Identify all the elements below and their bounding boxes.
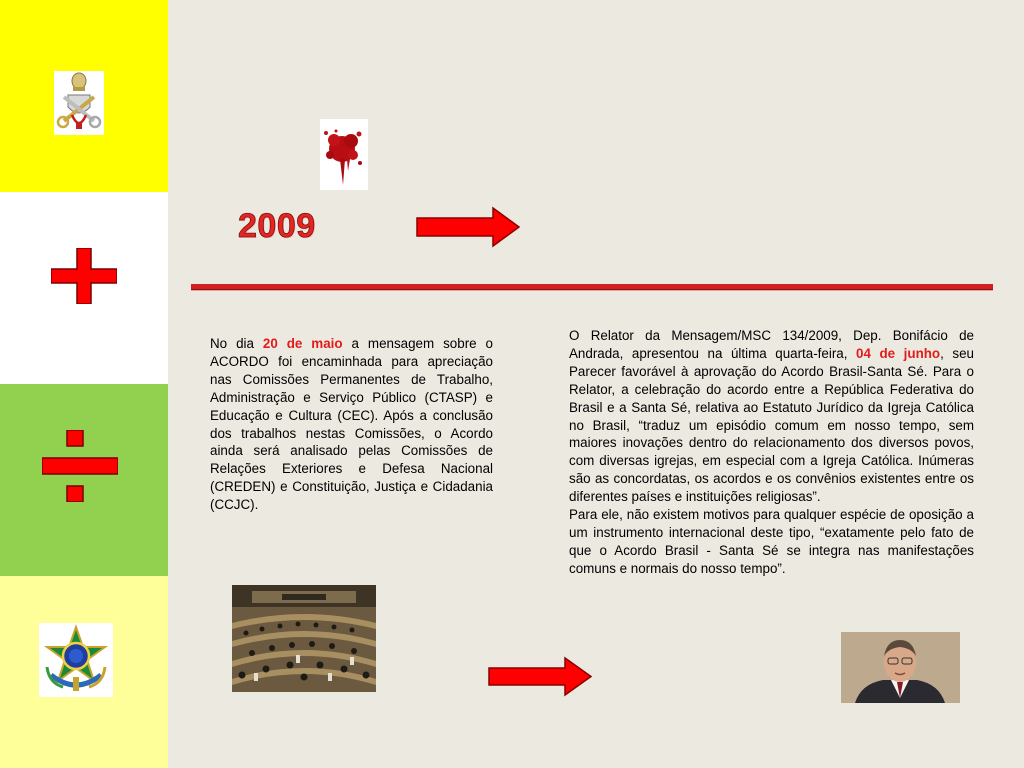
sidebar [0, 0, 168, 768]
right-arrow-icon [415, 206, 521, 248]
sidebar-band-green [0, 384, 168, 576]
left-text-block [210, 335, 493, 514]
left-text-before: No dia [210, 336, 263, 351]
right-text-before: O Relator da Mensagem/MSC 134/2009, Dep. Bonifácio de Andrada, apresentou na última quarta-feira, [569, 328, 974, 361]
right-text-after: , seu Parecer favorável à aprovação do Acordo Brasil-Santa Sé. Para o Relator, a celebração do acordo entre a República Federativa do Brasil e a Santa Sé, relativa ao Estatuto Jurídico da Igreja Católica no Brasil, “traduz um episódio comum em nosso tempo, sem maiores inovações dentro do relacionamento dos diversos povos, com diversas igrejas, em especial com a Igreja Católica. Inúmeras são as concordatas, os acordos e os convênios existentes entre os diferentes países e instituições religiosas”. [569, 345, 975, 505]
divide-icon [42, 430, 118, 502]
blood-splatter-image [320, 119, 368, 190]
left-text-after: a mensagem sobre o ACORDO foi encaminhada para apreciação nas Comissões Permanentes de Trabalho, Administração e Serviço Público (CTASP) e Educação e Cultura (CEC). Após a conclusão dos trabalhos nestas Comissões, o Acordo ainda será analisado pelas Comissões de Relações Exteriores e Defesa Nacional (CREDEN) e Constituição, Justiça e Cidadania (CCJC). [210, 336, 494, 513]
date-highlight: 20 de maio [262, 336, 343, 351]
year-heading: 2009 [238, 207, 316, 245]
left-paragraph [210, 335, 493, 514]
sidebar-band-pale-yellow [0, 576, 168, 768]
plenary-photo [232, 585, 376, 692]
vatican-coat-of-arms-icon [54, 71, 104, 135]
plus-icon [51, 248, 117, 304]
rapporteur-photo [841, 632, 960, 703]
right-paragraph-2: Para ele, não existem motivos para qualquer espécie de oposição a um instrumento internacional deste tipo, “exatamente pelo fato de que o Acordo Brasil - Santa Sé se integra nas manifestações comuns e normais do nosso tempo”. [569, 507, 974, 576]
right-text-block [569, 327, 974, 578]
date-highlight: 04 de junho [856, 345, 941, 361]
brazil-coat-of-arms-icon [39, 623, 113, 697]
right-arrow-icon [487, 656, 593, 697]
timeline-divider [191, 284, 993, 290]
right-paragraph-1 [569, 327, 974, 506]
sidebar-band-white [0, 192, 168, 384]
sidebar-band-yellow [0, 0, 168, 192]
